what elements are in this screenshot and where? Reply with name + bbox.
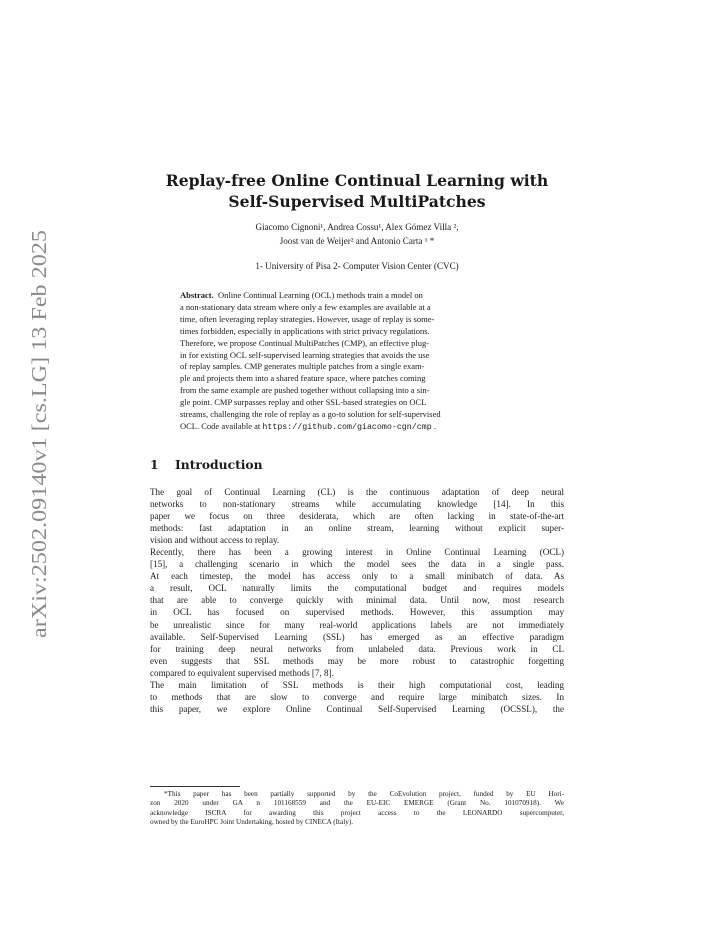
abstract-line: times forbidden, especially in applications with strict privacy regulations. [180,325,430,336]
abstract-line-1 [180,290,530,302]
arxiv-identifier-text: arXiv:2502.09140v1 [cs.LG] 13 Feb 2025 [27,283,51,638]
body-line: The goal of Continual Learning (CL) is the continuous adaptation of deep neural [150,487,564,497]
abstract-text: Online Continual Learning (OCL) methods train a model on [218,290,423,300]
body-line: for training deep neural networks from unlabeled data. Previous work in CL [150,643,564,654]
body-line: paper we focus on three desiderata, which are often lacking in state-of-the-art [150,511,564,522]
body-line: compared to equivalent supervised methods [7, 8]. [150,667,334,678]
abstract-line: gle point. CMP surpasses replay and other SSL-based strategies on OCL [180,397,427,408]
abstract-label: Abstract. [180,290,214,300]
abstract-line: from the same example are pushed together without collapsing into a sin- [180,385,430,396]
abstract-line: in for existing OCL self-supervised learning strategies that avoids the use [180,349,430,360]
body-line: that are able to converge quickly with minimal data. Until now, most research [150,595,564,606]
abstract-line: ple and projects them into a shared feature space, where patches coming [180,373,426,384]
footnote-rule [150,786,240,787]
introduction-body [150,486,564,715]
arxiv-identifier [8,228,64,638]
body-line: The main limitation of SSL methods is their high computational cost, leading [150,679,564,690]
affiliations: 1- University of Pisa 2- Computer Vision Center (CVC) [255,261,459,271]
author-list [150,221,564,248]
body-line: networks to non-stationary streams while accumulating knowledge [14]. In this [150,499,564,510]
footnote-line: owned by the EuroHPC Joint Undertaking, hosted by CINECA (Italy). [150,817,354,826]
code-link-suffix: . [431,420,436,431]
title-line-1: Replay-free Online Continual Learning with [165,171,549,190]
footnote-line: *This paper has been partially supported by the CoEvolution project, funded by EU Hori- [164,790,564,798]
code-availability-text: OCL. Code available at [180,420,263,431]
section-heading [150,457,263,472]
footnote-line: zon 2020 under GA n 101168559 and the EU-EIC EMERGE (Grant No. 101070918). We [150,799,564,808]
abstract-line: time, often leveraging replay strategies. However, usage of replay is some- [180,313,435,324]
title-line-2: Self-Supervised MultiPatches [228,192,486,211]
abstract-line: a non-stationary data stream where only a few examples are available at a [180,301,431,312]
abstract-last-line [180,421,530,434]
section-number: 1 [150,457,159,472]
authors-line-2: Joost van de Weijer² and Antonio Carta ¹ * [279,235,435,246]
body-line: this paper, we explore Online Continual Self-Supervised Learning (OCSSL), the [150,703,564,714]
body-line: vision and without access to replay. [150,535,280,546]
body-line: At each timestep, the model has access only to a small minibatch of data. As [150,571,564,582]
body-line: to methods that are slow to converge and require large minibatch sizes. In [150,691,564,702]
body-line: in OCL has focused on supervised methods. However, this assumption may [150,607,564,618]
code-link[interactable]: https://github.com/giacomo-cgn/cmp [262,422,432,432]
body-line: a result, OCL naturally limits the computational budget and requires models [150,583,564,594]
footnote-line: acknowledge ISCRA for awarding this project access to the LEONARDO supercomputer, [150,808,564,817]
body-line: Recently, there has been a growing interest in Online Continual Learning (OCL) [150,547,564,558]
paper-title [150,170,564,212]
abstract-line: streams, challenging the role of replay as a go-to solution for self-supervised [180,409,441,420]
body-line: [15], a challenging scenario in which the model sees the data in a single pass. [150,559,564,570]
body-line: even suggests that SSL methods may be more robust to catastrophic forgetting [150,655,564,666]
section-title: Introduction [175,457,263,472]
body-line: methods: fast adaptation in an online stream, learning without explicit super- [150,523,564,534]
footnote [150,790,564,827]
abstract [180,290,530,434]
body-line: be unrealistic since for many real-world applications labels are not immediately [150,619,564,630]
body-line: available. Self-Supervised Learning (SSL) has emerged as an effective paradigm [150,631,564,642]
abstract-line: Therefore, we propose Continual MultiPatches (CMP), an effective plug- [180,337,430,348]
authors-line-1: Giacomo Cignoni¹, Andrea Cossu¹, Alex Gómez Villa ², [255,222,459,232]
abstract-line: of replay samples. CMP generates multiple patches from a single exam- [180,361,425,372]
